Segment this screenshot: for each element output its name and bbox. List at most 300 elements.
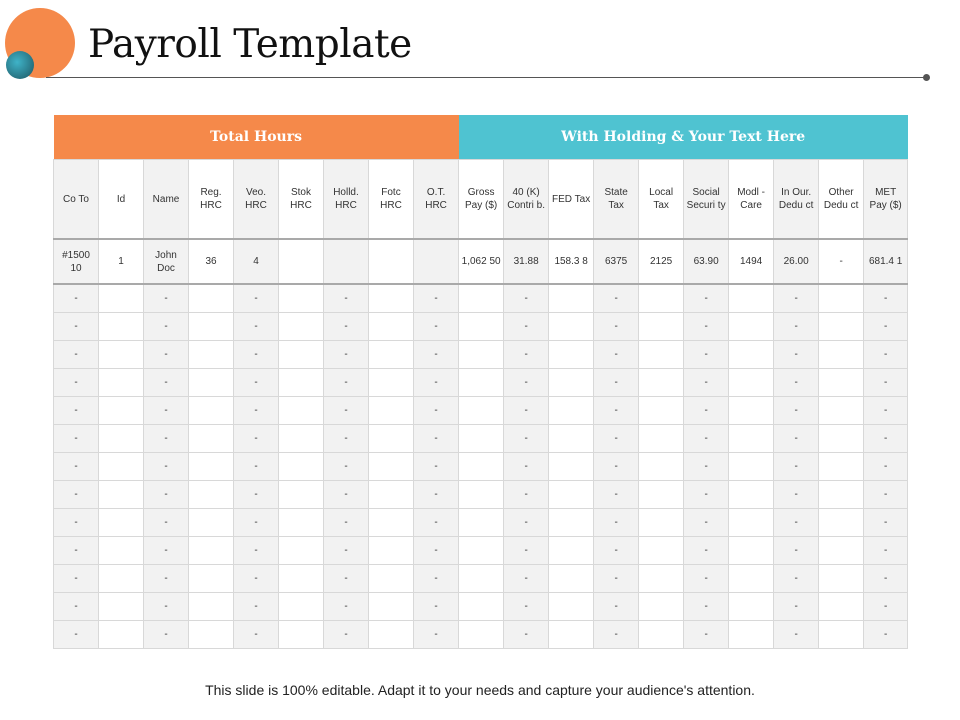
- column-header: O.T. HRC: [414, 160, 459, 240]
- table-cell: -: [504, 313, 549, 341]
- table-cell: [279, 239, 324, 284]
- table-cell: -: [504, 621, 549, 649]
- table-cell: [99, 313, 144, 341]
- table-cell: [369, 593, 414, 621]
- table-cell: [189, 341, 234, 369]
- column-header: Holld. HRC: [324, 160, 369, 240]
- table-cell: -: [324, 621, 369, 649]
- table-cell: -: [324, 341, 369, 369]
- column-header: Name: [144, 160, 189, 240]
- table-cell: [369, 397, 414, 425]
- table-cell: 6375: [594, 239, 639, 284]
- table-cell: [99, 537, 144, 565]
- table-cell: -: [54, 509, 99, 537]
- table-cell: -: [54, 621, 99, 649]
- table-cell: -: [414, 481, 459, 509]
- table-cell: -: [684, 341, 729, 369]
- table-cell: -: [414, 621, 459, 649]
- table-cell: -: [774, 284, 819, 313]
- table-cell: -: [144, 481, 189, 509]
- table-cell: -: [414, 425, 459, 453]
- payroll-table: [53, 115, 908, 649]
- table-cell: -: [234, 621, 279, 649]
- table-cell: -: [774, 341, 819, 369]
- table-cell: [324, 239, 369, 284]
- table-cell: -: [594, 341, 639, 369]
- table-cell: [279, 509, 324, 537]
- table-cell: [369, 239, 414, 284]
- table-cell: [549, 537, 594, 565]
- table-cell: -: [414, 341, 459, 369]
- table-cell: -: [594, 593, 639, 621]
- table-cell: -: [774, 397, 819, 425]
- table-cell: -: [54, 425, 99, 453]
- table-cell: [279, 284, 324, 313]
- title-divider: [46, 77, 926, 78]
- table-cell: -: [594, 425, 639, 453]
- table-cell: -: [594, 369, 639, 397]
- table-cell: -: [774, 313, 819, 341]
- table-row: [54, 481, 908, 509]
- table-cell: [729, 481, 774, 509]
- table-cell: [279, 593, 324, 621]
- table-cell: 2125: [639, 239, 684, 284]
- table-cell: -: [414, 313, 459, 341]
- table-cell: [819, 565, 864, 593]
- column-header: Reg. HRC: [189, 160, 234, 240]
- table-cell: [369, 509, 414, 537]
- table-cell: -: [324, 425, 369, 453]
- table-cell: [459, 537, 504, 565]
- table-cell: -: [684, 593, 729, 621]
- table-cell: -: [594, 509, 639, 537]
- table-cell: -: [234, 313, 279, 341]
- table-cell: [819, 509, 864, 537]
- table-cell: [189, 621, 234, 649]
- table-cell: -: [864, 509, 908, 537]
- table-row: [54, 453, 908, 481]
- table-cell: -: [504, 425, 549, 453]
- table-row: [54, 425, 908, 453]
- table-cell: [549, 593, 594, 621]
- table-row: [54, 369, 908, 397]
- table-cell: [729, 284, 774, 313]
- column-header: Stok HRC: [279, 160, 324, 240]
- table-cell: [639, 397, 684, 425]
- table-cell: -: [684, 509, 729, 537]
- table-cell: [459, 621, 504, 649]
- table-row: [54, 313, 908, 341]
- footer-caption: This slide is 100% editable. Adapt it to your needs and capture your audience's attention.: [205, 682, 755, 698]
- table-cell: -: [774, 537, 819, 565]
- table-cell: [549, 453, 594, 481]
- column-header: State Tax: [594, 160, 639, 240]
- table-cell: -: [774, 509, 819, 537]
- table-cell: [99, 593, 144, 621]
- table-cell: 1: [99, 239, 144, 284]
- table-cell: [819, 481, 864, 509]
- table-cell: [549, 425, 594, 453]
- table-cell: [459, 453, 504, 481]
- table-cell: -: [324, 313, 369, 341]
- table-cell: [99, 565, 144, 593]
- table-cell: [639, 313, 684, 341]
- table-cell: -: [324, 284, 369, 313]
- table-cell: -: [54, 313, 99, 341]
- table-cell: -: [324, 593, 369, 621]
- table-cell: -: [684, 313, 729, 341]
- table-cell: [189, 565, 234, 593]
- table-cell: -: [594, 621, 639, 649]
- table-cell: -: [144, 313, 189, 341]
- table-cell: -: [774, 453, 819, 481]
- table-cell: -: [864, 453, 908, 481]
- table-cell: -: [234, 369, 279, 397]
- table-cell: 26.00: [774, 239, 819, 284]
- table-cell: -: [594, 537, 639, 565]
- table-cell: 36: [189, 239, 234, 284]
- table-cell: -: [144, 397, 189, 425]
- table-cell: -: [414, 369, 459, 397]
- table-cell: -: [54, 284, 99, 313]
- table-cell: -: [54, 453, 99, 481]
- table-row: [54, 341, 908, 369]
- table-cell: [99, 621, 144, 649]
- table-cell: [414, 239, 459, 284]
- table-cell: [279, 369, 324, 397]
- table-cell: [369, 621, 414, 649]
- table-cell: -: [234, 593, 279, 621]
- table-cell: [459, 425, 504, 453]
- table-cell: [549, 313, 594, 341]
- table-cell: -: [144, 369, 189, 397]
- table-cell: -: [234, 397, 279, 425]
- table-cell: [549, 397, 594, 425]
- table-cell: [549, 621, 594, 649]
- table-cell: [729, 621, 774, 649]
- table-cell: -: [864, 537, 908, 565]
- table-cell: [279, 341, 324, 369]
- table-cell: [459, 397, 504, 425]
- table-cell: -: [144, 537, 189, 565]
- table-cell: [279, 313, 324, 341]
- table-cell: [639, 621, 684, 649]
- table-cell: [99, 369, 144, 397]
- table-cell: -: [414, 453, 459, 481]
- table-cell: -: [864, 425, 908, 453]
- table-cell: -: [234, 509, 279, 537]
- table-cell: -: [504, 509, 549, 537]
- table-cell: [819, 537, 864, 565]
- table-cell: [369, 369, 414, 397]
- table-cell: John Doc: [144, 239, 189, 284]
- table-cell: -: [684, 621, 729, 649]
- table-cell: [729, 593, 774, 621]
- table-cell: -: [594, 284, 639, 313]
- table-cell: -: [684, 481, 729, 509]
- table-cell: -: [324, 453, 369, 481]
- table-cell: -: [504, 593, 549, 621]
- table-cell: -: [144, 621, 189, 649]
- table-cell: 4: [234, 239, 279, 284]
- table-cell: [189, 593, 234, 621]
- table-cell: -: [234, 425, 279, 453]
- table-cell: [279, 481, 324, 509]
- table-cell: [369, 481, 414, 509]
- table-cell: [639, 593, 684, 621]
- table-cell: -: [684, 425, 729, 453]
- table-cell: [549, 284, 594, 313]
- table-cell: -: [594, 453, 639, 481]
- column-header: Veo. HRC: [234, 160, 279, 240]
- table-cell: [189, 481, 234, 509]
- table-cell: [819, 397, 864, 425]
- table-row: [54, 537, 908, 565]
- table-cell: [99, 284, 144, 313]
- column-header: Fotc HRC: [369, 160, 414, 240]
- table-cell: -: [684, 397, 729, 425]
- table-cell: [639, 341, 684, 369]
- decorative-teal-circle: [6, 51, 34, 79]
- column-header: In Our. Dedu ct: [774, 160, 819, 240]
- table-cell: -: [144, 425, 189, 453]
- table-cell: [99, 397, 144, 425]
- column-header-row: [54, 160, 908, 240]
- table-cell: -: [144, 341, 189, 369]
- table-cell: -: [414, 284, 459, 313]
- table-cell: [189, 453, 234, 481]
- column-header: Modl - Care: [729, 160, 774, 240]
- table-cell: [459, 341, 504, 369]
- table-cell: [189, 509, 234, 537]
- table-cell: [639, 284, 684, 313]
- table-cell: -: [684, 284, 729, 313]
- table-cell: -: [54, 481, 99, 509]
- table-cell: -: [504, 397, 549, 425]
- table-cell: [459, 369, 504, 397]
- table-cell: -: [684, 369, 729, 397]
- column-header: Co To: [54, 160, 99, 240]
- table-cell: [189, 397, 234, 425]
- table-row: [54, 565, 908, 593]
- table-cell: [819, 369, 864, 397]
- table-cell: [459, 593, 504, 621]
- table-cell: [189, 369, 234, 397]
- table-cell: -: [324, 509, 369, 537]
- table-cell: -: [234, 481, 279, 509]
- table-cell: 1494: [729, 239, 774, 284]
- table-cell: [729, 369, 774, 397]
- table-cell: [369, 537, 414, 565]
- table-cell: -: [594, 313, 639, 341]
- table-cell: [459, 481, 504, 509]
- table-cell: -: [414, 397, 459, 425]
- table-cell: [369, 425, 414, 453]
- table-cell: [639, 509, 684, 537]
- table-cell: -: [324, 369, 369, 397]
- total-hours-header: Total Hours: [54, 115, 459, 160]
- table-cell: #1500 10: [54, 239, 99, 284]
- table-cell: 681.4 1: [864, 239, 908, 284]
- table-cell: [369, 313, 414, 341]
- table-cell: -: [234, 565, 279, 593]
- table-cell: [369, 565, 414, 593]
- table-cell: -: [234, 341, 279, 369]
- table-cell: -: [414, 537, 459, 565]
- table-cell: -: [504, 284, 549, 313]
- table-cell: [549, 565, 594, 593]
- column-header: Id: [99, 160, 144, 240]
- table-cell: [729, 453, 774, 481]
- table-cell: [279, 453, 324, 481]
- table-cell: [99, 509, 144, 537]
- table-cell: [279, 397, 324, 425]
- table-cell: [639, 453, 684, 481]
- table-cell: -: [684, 453, 729, 481]
- table-cell: [729, 537, 774, 565]
- table-cell: [99, 425, 144, 453]
- column-header: MET Pay ($): [864, 160, 908, 240]
- table-cell: [729, 313, 774, 341]
- table-cell: -: [414, 593, 459, 621]
- table-cell: [639, 481, 684, 509]
- column-header: Local Tax: [639, 160, 684, 240]
- table-cell: [639, 537, 684, 565]
- table-cell: [819, 341, 864, 369]
- table-cell: 158.3 8: [549, 239, 594, 284]
- table-cell: -: [774, 565, 819, 593]
- table-cell: -: [54, 593, 99, 621]
- table-cell: [549, 341, 594, 369]
- table-cell: [369, 453, 414, 481]
- table-cell: -: [144, 593, 189, 621]
- table-cell: -: [504, 341, 549, 369]
- table-row: [54, 284, 908, 313]
- table-cell: [819, 284, 864, 313]
- table-cell: 1,062 50: [459, 239, 504, 284]
- table-cell: [549, 369, 594, 397]
- table-cell: -: [324, 565, 369, 593]
- table-cell: -: [819, 239, 864, 284]
- table-cell: [639, 369, 684, 397]
- table-cell: -: [864, 313, 908, 341]
- table-cell: -: [234, 453, 279, 481]
- table-cell: [99, 341, 144, 369]
- table-cell: [369, 341, 414, 369]
- column-header: 40 (K) Contri b.: [504, 160, 549, 240]
- table-cell: -: [324, 537, 369, 565]
- column-header: FED Tax: [549, 160, 594, 240]
- table-cell: -: [594, 565, 639, 593]
- table-cell: [819, 425, 864, 453]
- table-cell: [639, 565, 684, 593]
- table-cell: [279, 425, 324, 453]
- table-cell: [189, 284, 234, 313]
- table-row: [54, 509, 908, 537]
- table-cell: -: [54, 341, 99, 369]
- table-cell: [189, 425, 234, 453]
- table-cell: -: [684, 565, 729, 593]
- table-cell: -: [504, 369, 549, 397]
- table-cell: [549, 509, 594, 537]
- table-cell: -: [774, 425, 819, 453]
- table-cell: [459, 565, 504, 593]
- column-header: Social Securi ty: [684, 160, 729, 240]
- table-cell: [459, 284, 504, 313]
- table-cell: -: [864, 284, 908, 313]
- table-cell: [729, 425, 774, 453]
- table-row: [54, 239, 908, 284]
- table-cell: -: [594, 397, 639, 425]
- table-cell: [459, 313, 504, 341]
- table-cell: -: [864, 565, 908, 593]
- table-cell: -: [864, 621, 908, 649]
- table-cell: -: [684, 537, 729, 565]
- table-cell: [369, 284, 414, 313]
- table-cell: [99, 453, 144, 481]
- table-cell: [729, 509, 774, 537]
- table-cell: [189, 313, 234, 341]
- table-cell: -: [54, 397, 99, 425]
- table-cell: -: [774, 593, 819, 621]
- table-cell: [639, 425, 684, 453]
- table-cell: [819, 453, 864, 481]
- divider-dot: [923, 74, 930, 81]
- table-cell: -: [144, 284, 189, 313]
- column-header: Other Dedu ct: [819, 160, 864, 240]
- table-cell: [279, 537, 324, 565]
- table-cell: [819, 621, 864, 649]
- table-cell: [549, 481, 594, 509]
- table-cell: [729, 341, 774, 369]
- table-cell: [279, 565, 324, 593]
- table-cell: -: [54, 369, 99, 397]
- table-cell: 63.90: [684, 239, 729, 284]
- table-cell: -: [324, 481, 369, 509]
- table-cell: -: [594, 481, 639, 509]
- table-cell: -: [774, 369, 819, 397]
- table-cell: -: [864, 397, 908, 425]
- table-cell: -: [864, 369, 908, 397]
- table-cell: -: [144, 453, 189, 481]
- table-cell: -: [864, 481, 908, 509]
- table-cell: -: [414, 509, 459, 537]
- table-cell: [729, 565, 774, 593]
- column-header: Gross Pay ($): [459, 160, 504, 240]
- table-cell: [819, 313, 864, 341]
- table-cell: [99, 481, 144, 509]
- table-row: [54, 397, 908, 425]
- table-row: [54, 593, 908, 621]
- table-cell: [819, 593, 864, 621]
- table-cell: -: [864, 593, 908, 621]
- table-cell: -: [504, 481, 549, 509]
- withholding-header: With Holding & Your Text Here: [459, 115, 908, 160]
- table-cell: -: [234, 537, 279, 565]
- table-cell: -: [504, 453, 549, 481]
- table-cell: -: [504, 565, 549, 593]
- table-cell: -: [774, 621, 819, 649]
- table-cell: 31.88: [504, 239, 549, 284]
- table-cell: -: [234, 284, 279, 313]
- table-cell: -: [774, 481, 819, 509]
- table-cell: -: [144, 509, 189, 537]
- table-cell: -: [54, 537, 99, 565]
- table-cell: -: [144, 565, 189, 593]
- table-cell: -: [504, 537, 549, 565]
- table-row: [54, 621, 908, 649]
- table-cell: -: [414, 565, 459, 593]
